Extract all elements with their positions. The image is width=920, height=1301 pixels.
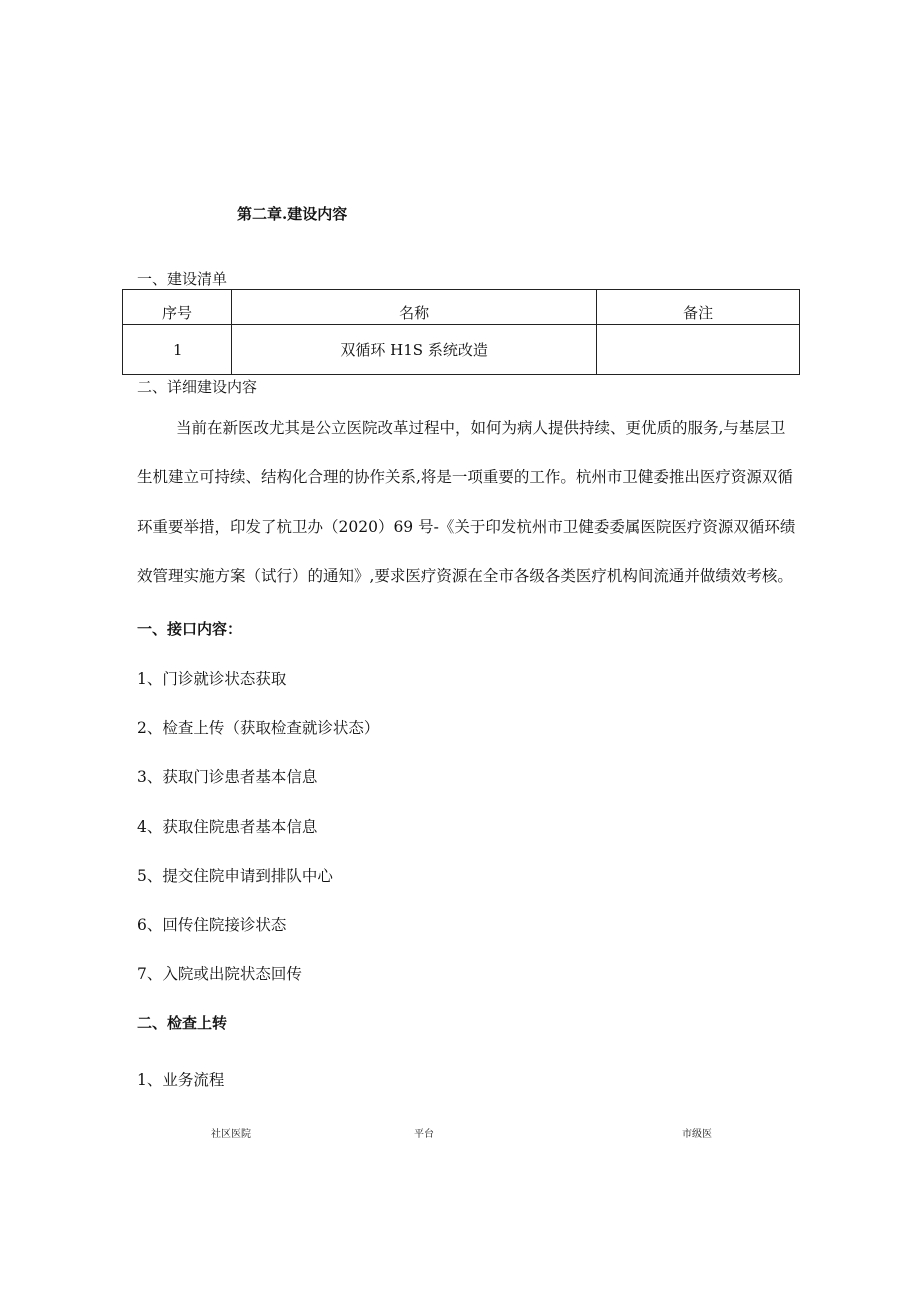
intro-line-3: 环重要举措，印发了杭卫办（2020）69 号-《关于印发杭州市卫健委委属医院医疗资源双循环绩: [137, 518, 796, 536]
interface-item-3: 3、获取门诊患者基本信息: [137, 768, 318, 786]
build-list-table: [122, 289, 800, 375]
interface-item-4: 4、获取住院患者基本信息: [137, 818, 318, 836]
flow-label-city-hospital: 市级医: [682, 1129, 712, 1140]
chapter-title: 第二章.建设内容: [237, 205, 348, 223]
section-build-list-heading: 一、建设清单: [137, 270, 228, 288]
flow-label-community-hospital: 社区医院: [211, 1129, 251, 1140]
intro-line-1: 当前在新医改尤其是公立医院改革过程中，如何为病人提供持续、更优质的服务,与基层卫: [176, 419, 786, 437]
interface-item-1: 1、门诊就诊状态获取: [137, 670, 287, 688]
interface-item-5: 5、提交住院申请到排队中心: [137, 867, 333, 885]
cell-name: 双循环 H1S 系统改造: [231, 325, 596, 375]
cell-no: 1: [123, 325, 232, 375]
header-name: 名称: [231, 290, 596, 325]
intro-line-4: 效管理实施方案（试行）的通知》,要求医疗资源在全市各级各类医疗机构间流通并做绩效考核。: [137, 567, 793, 585]
cell-remark: [597, 325, 800, 375]
check-referral-heading: 二、检查上转: [137, 1014, 228, 1032]
header-no: 序号: [123, 290, 232, 325]
header-remark: 备注: [597, 290, 800, 325]
interface-item-2: 2、检查上传（获取检查就诊状态）: [137, 719, 380, 737]
interface-item-6: 6、回传住院接诊状态: [137, 916, 287, 934]
table-header-row: [123, 290, 800, 325]
intro-line-2: 生机建立可持续、结构化合理的协作关系,将是一项重要的工作。杭州市卫健委推出医疗资源双循: [137, 468, 793, 486]
table-row: [123, 325, 800, 375]
flow-heading: 1、业务流程: [137, 1071, 225, 1089]
interface-item-7: 7、入院或出院状态回传: [137, 965, 302, 983]
section-detail-heading: 二、详细建设内容: [137, 378, 258, 396]
flow-label-platform: 平台: [414, 1129, 434, 1140]
interface-heading: 一、接口内容：: [137, 620, 243, 638]
